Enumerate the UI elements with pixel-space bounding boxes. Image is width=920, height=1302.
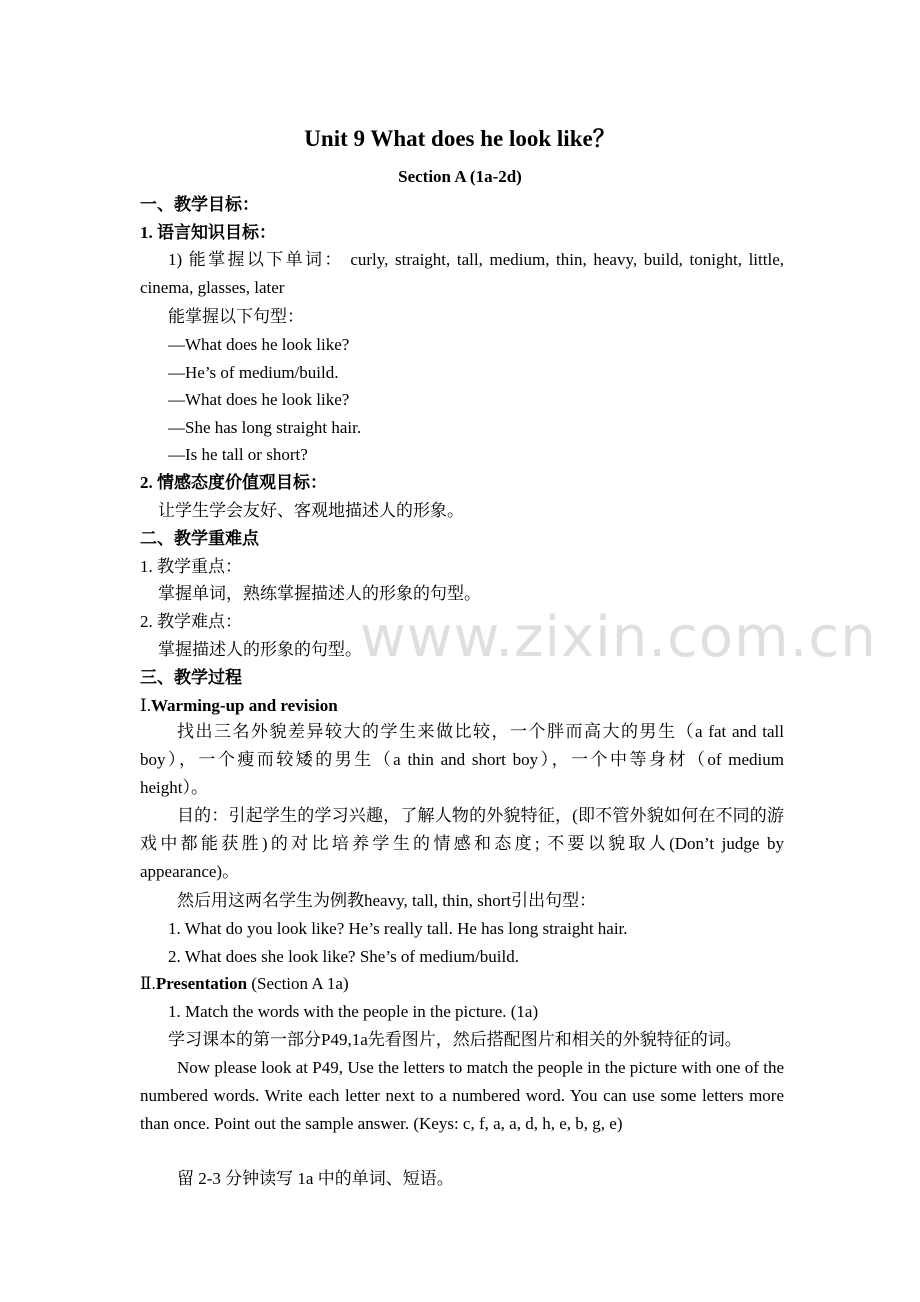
pattern-line: —Is he tall or short? (168, 445, 308, 464)
vocabulary-paragraph: 1) 能掌握以下单词： curly, straight, tall, medium, thin, heavy, build, tonight, little, cinema, glasses, later (140, 250, 784, 297)
watermark: www.zixin.com.cn (360, 605, 877, 670)
difficulty-label: 2. 教学难点： (140, 612, 242, 631)
pattern-line: —What does he look like? (168, 335, 350, 354)
warmup-title: Warming-up and revision (150, 696, 338, 715)
example-line: 1. What do you look like? He’s really tall. He has long straight hair. (168, 919, 628, 938)
presentation-title: Presentation (155, 974, 248, 993)
closing-note: 留 2-3 分钟读写 1a 中的单词、短语。 (177, 1169, 454, 1188)
presentation-heading (140, 973, 349, 995)
pattern-line: —She has long straight hair. (168, 418, 362, 437)
step1-instruction: 1. Match the words with the people in the picture. (1a) (168, 1002, 539, 1021)
knowledge-heading: 1. 语言知识目标： (140, 223, 276, 242)
focus-label: 1. 教学重点： (140, 557, 242, 576)
focus-text: 掌握单词，熟练掌握描述人的形象的句型。 (158, 584, 481, 603)
objectives-heading: 一、教学目标： (140, 195, 259, 214)
example-line: 2. What does she look like? She’s of medium/build. (168, 947, 519, 966)
instruction-paragraph: Now please look at P49, Use the letters to match the people in the picture with one of the numbered words. Write each letter next to a numbered word. You can use some letters more than once. Point out the sample answer. (Keys: c, f, a, a, d, h, e, b, g, e) (140, 1058, 784, 1133)
step1-chinese: 学习课本的第一部分P49,1a先看图片，然后搭配图片和相关的外貌特征的词。 (168, 1030, 742, 1049)
warmup-heading (140, 695, 338, 717)
patterns-intro: 能掌握以下句型： (168, 307, 304, 326)
purpose-paragraph: 目的：引起学生的学习兴趣，了解人物的外貌特征，(即不管外貌如何在不同的游戏中都能获胜)的对比培养学生的情感和态度; 不要以貌取人(Don’t judge by appearance)。 (140, 806, 784, 881)
presentation-section-ref: (Section A 1a) (251, 974, 349, 993)
emotion-text: 让学生学会友好、客观地描述人的形象。 (158, 501, 464, 520)
emotion-heading: 2. 情感态度价值观目标： (140, 473, 327, 492)
document-title: Unit 9 What does he look like？ (304, 126, 616, 151)
difficulty-text: 掌握描述人的形象的句型。 (158, 640, 362, 659)
example-intro: 然后用这两名学生为例教heavy, tall, thin, short引出句型： (177, 891, 597, 910)
warmup-numeral: Ⅰ. (140, 696, 151, 715)
presentation-numeral: Ⅱ. (140, 974, 156, 993)
keypoints-heading: 二、教学重难点 (140, 529, 259, 548)
pattern-line: —What does he look like? (168, 390, 350, 409)
section-subtitle: Section A (1a-2d) (398, 167, 522, 186)
warmup-paragraph: 找出三名外貌差异较大的学生来做比较，一个胖而高大的男生（a fat and tall boy），一个瘦而较矮的男生（a thin and short boy），一个中等身材（of medium height）。 (140, 722, 784, 797)
process-heading: 三、教学过程 (140, 668, 242, 687)
pattern-line: —He’s of medium/build. (168, 363, 339, 382)
